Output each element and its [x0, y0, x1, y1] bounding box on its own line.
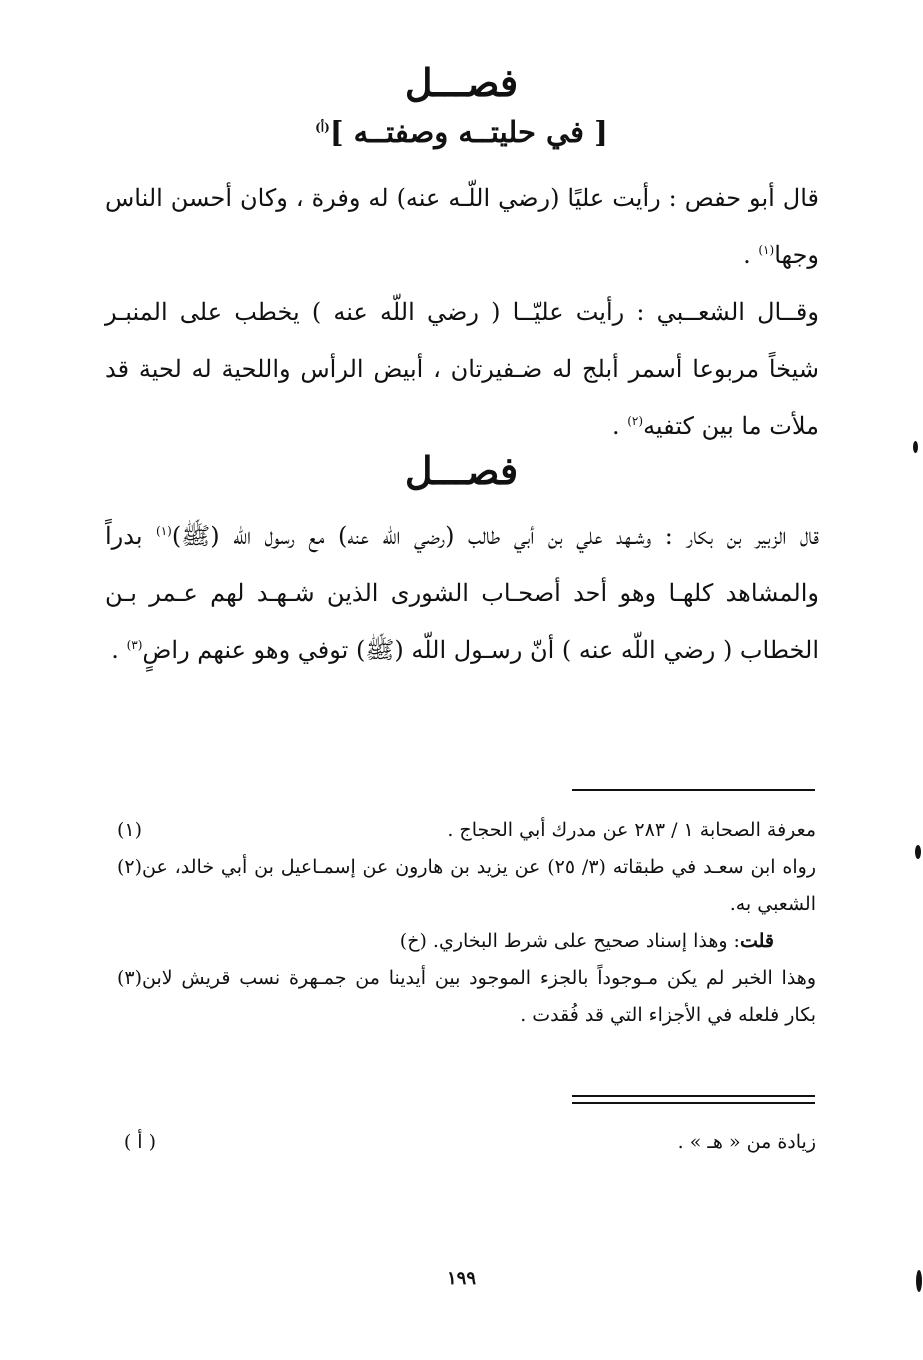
footnote-separator	[572, 789, 815, 791]
subheading-note-ref: (أ)	[315, 120, 330, 135]
footnote-ref: (١)	[156, 524, 172, 538]
paragraph-text: قال أبو حفص : رأيت عليًا (رضي اللّـه عنه) له وفرة ، وكان أحسن الناس وجها	[105, 184, 819, 269]
editor-note-a	[100, 1124, 816, 1161]
section-heading-2: فصـــل	[404, 448, 519, 493]
paragraph-end: .	[111, 636, 127, 664]
section-subheading-1	[0, 115, 923, 149]
footnote-ref: (٣)	[126, 638, 143, 652]
paragraph-shaabi	[105, 284, 819, 455]
comment-text: : وهذا إسناد صحيح على شرط البخاري. (خ)	[399, 930, 740, 952]
scan-margin-mark	[915, 845, 921, 859]
paragraph-end: .	[743, 241, 759, 269]
editor-note-text: زيادة من « هـ » .	[677, 1131, 816, 1153]
editor-notes	[100, 1124, 816, 1161]
footnote-number: (٣)	[116, 967, 142, 989]
footnotes	[100, 812, 816, 1034]
editor-notes-separator-bottom	[572, 1102, 815, 1104]
paragraph-text: وقــال الشعــبي : رأيت عليّــا ( رضي اللّه عنه ) يخطب على المنبـر شيخاً مربوعا أسمر أبلج له ضـفيرتان ، أبيض الرأس واللحية له لحية قد ملأت ما بين كتفيه	[105, 298, 819, 440]
footnote-2-comment	[100, 923, 816, 960]
footnote-ref: (١)	[758, 243, 775, 257]
footnote-text: رواه ابن سعـد في طبقاته (٣/ ٢٥) عن يزيد بن هارون عن إسمـاعيل بن أبي خالد، عن الشعبي به.	[142, 856, 817, 915]
scan-margin-mark	[916, 1270, 922, 1292]
comment-label: قلت	[739, 930, 774, 952]
footnote-text: معرفة الصحابة ١ / ٢٨٣ عن مدرك أبي الحجاج .	[447, 819, 816, 841]
editor-notes-separator-top	[572, 1095, 815, 1097]
paragraph-zubayr	[105, 508, 819, 679]
paragraph-text-b: بدراً والمشاهد كلهـا وهو أحد أصحـاب الشورى الذين شـهـد لهم عـمر بـن الخطاب ( رضي اللّه عنه ) أنّ رسـول اللّه (ﷺ) توفي وهو عنهم راضٍ	[105, 522, 819, 664]
footnote-ref: (٢)	[627, 414, 644, 428]
footnote-2	[100, 849, 816, 923]
editor-note-number: ( أ )	[123, 1131, 156, 1153]
paragraph-text-a: قال الزبير بن بكار : وشـهد علي بن أبي طالب (رضي اللّه عنه) مع رسول اللّه (ﷺ)	[171, 522, 819, 550]
section-heading-1: فصـــل	[404, 60, 519, 105]
paragraph-abu-hafs	[105, 170, 819, 284]
footnote-number: (٢)	[116, 856, 142, 878]
page-number: ١٩٩	[446, 1268, 476, 1289]
subheading-text: [ في حليتــه وصفتــه ]	[329, 115, 608, 149]
scan-margin-mark	[913, 441, 918, 453]
paragraph-end: .	[611, 412, 628, 440]
footnote-3	[100, 960, 816, 1034]
footnote-text: وهذا الخبر لم يكن مـوجوداً بالجزء الموجود بين أيدينا من جمـهرة نسب قريش لابن بكار فلعله في الأجزاء التي قد فُقدت .	[142, 967, 816, 1026]
footnote-1	[100, 812, 816, 849]
footnote-number: (١)	[116, 819, 142, 841]
